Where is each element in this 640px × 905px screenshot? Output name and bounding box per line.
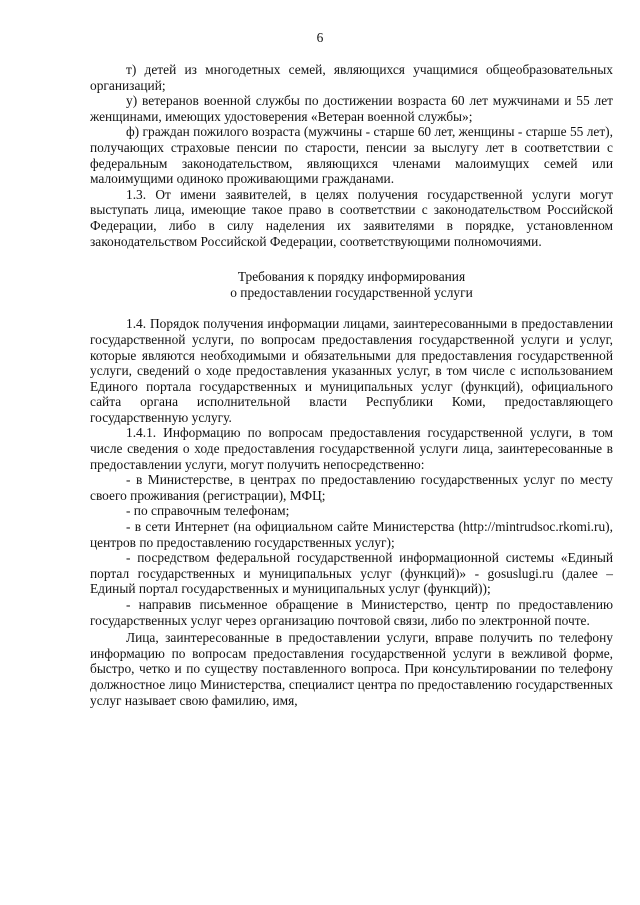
list-item-ministry: - в Министерстве, в центрах по предоставлению государственных услуг по месту своего проживания (регистрации), МФЦ; bbox=[90, 472, 613, 503]
page-number: 6 bbox=[316, 30, 324, 45]
section-heading-line-2: о предоставлении государственной услуги bbox=[230, 284, 473, 300]
list-item-phones: - по справочным телефонам; bbox=[126, 503, 290, 519]
section-heading bbox=[90, 269, 613, 300]
document-body bbox=[90, 62, 613, 708]
paragraph-1-4: 1.4. Порядок получения информации лицами, заинтересованными в предоставлении государственной услуги, по вопросам предоставления государственной услуги и услуг, которые являются необходимыми и обязательными для предоставления государственной услуги, сведений о ходе предоставления указанных услуг, в том числе с использованием Единого портала государственных и муниципальных услуг (функций), официального сайта органа исполнительной власти Республики Коми, предоставляющего государственную услугу. bbox=[90, 316, 613, 425]
paragraph-u: у) ветеранов военной службы по достижении возраста 60 лет мужчинами и 55 лет женщинами, имеющих удостоверения «Ветеран военной службы»; bbox=[90, 93, 613, 124]
list-item-portal: - посредством федеральной государственной информационной системы «Единый портал государственных и муниципальных услуг (функций)» - gosuslugi.ru (далее – Единый портал государственных и муниципальных услуг (функций)); bbox=[90, 550, 613, 597]
paragraph-f: ф) граждан пожилого возраста (мужчины - старше 60 лет, женщины - старше 55 лет), получающих страховые пенсии по старости, пенсии за выслугу лет в соответствии с федеральным законодательством, являющихся членами малоимущих семей или малоимущими одиноко проживающими гражданами. bbox=[90, 124, 613, 187]
list-item-written-appeal: - направив письменное обращение в Министерство, центр по предоставлению государственных услуг через организацию почтовой связи, либо по электронной почте. bbox=[90, 597, 613, 628]
paragraph-1-3: 1.3. От имени заявителей, в целях получения государственной услуги могут выступать лица, имеющие такое право в соответствии с законодательством Российской Федерации, либо в силу наделения их заявителями в порядке, установленном законодательством Российской Федерации, соответствующими полномочиями. bbox=[90, 186, 613, 249]
section-heading-line-1: Требования к порядку информирования bbox=[237, 269, 466, 285]
list-item-internet: - в сети Интернет (на официальном сайте Министерства (http://mintrudsoc.rkomi.ru), центров по предоставлению государственных услуг); bbox=[90, 519, 613, 550]
paragraph-phone-consultation: Лица, заинтересованные в предоставлении услуги, вправе получить по телефону информацию по вопросам предоставления государственной услуги в вежливой форме, быстро, четко и по существу поставленного вопроса. При консультировании по телефону должностное лицо Министерства, специалист центра по предоставлению государственных услуг называет свою фамилию, имя, bbox=[90, 630, 613, 708]
paragraph-1-4-1: 1.4.1. Информацию по вопросам предоставления государственной услуги, в том числе сведения о ходе предоставления государственной услуги лица, заинтересованные в предоставлении услуги, могут получить непосредственно: bbox=[90, 425, 613, 472]
paragraph-t: т) детей из многодетных семей, являющихся учащимися общеобразовательных организаций; bbox=[90, 62, 613, 93]
